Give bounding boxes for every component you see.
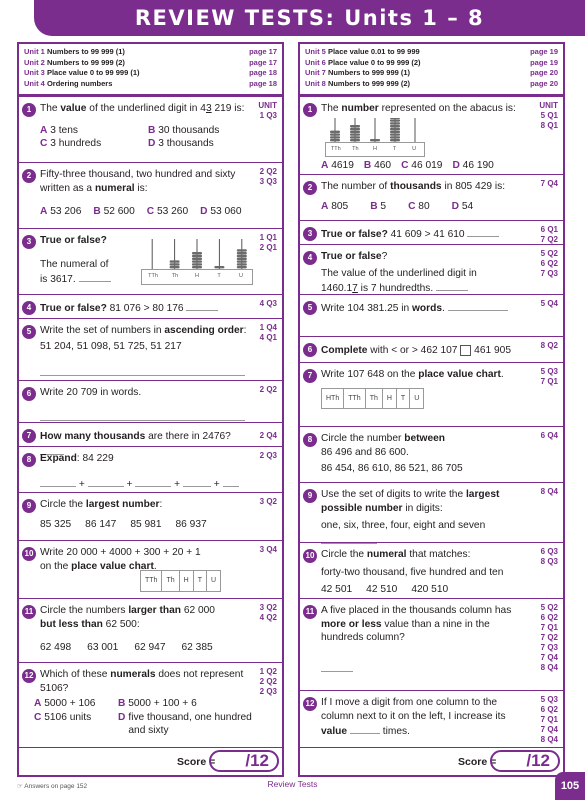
question-2: 2 Fifty-three thousand, two hundred and sixty written as a numeral is: A 53 206 B 52 600 C 53 260 D 53 060 2 Q2 3 Q3 xyxy=(19,162,282,228)
answer-blank[interactable] xyxy=(350,723,380,734)
abacus-bead xyxy=(330,133,340,135)
score-box[interactable]: /12 xyxy=(209,750,279,772)
abacus-bead xyxy=(192,266,202,268)
answer-blank[interactable] xyxy=(467,226,499,237)
abacus-bead xyxy=(350,136,360,138)
option-a[interactable]: A 805 xyxy=(321,200,349,212)
question-11: 11 Circle the numbers larger than 62 000 but less than 62 500: 62 498 63 001 62 947 62 385 3 Q2 4 Q2 xyxy=(19,598,282,662)
option-a[interactable]: A 4619 xyxy=(321,160,354,171)
units-list-left xyxy=(19,44,282,96)
circle-option[interactable]: 85 325 xyxy=(40,518,72,530)
question-3: 3 True or false? 41 609 > 41 610 6 Q1 7 Q2 xyxy=(300,220,563,244)
option-c[interactable]: C 80 xyxy=(408,200,430,212)
units-list-right xyxy=(300,44,563,96)
circle-option[interactable]: 42 510 xyxy=(366,584,398,595)
circle-option[interactable]: 62 947 xyxy=(134,642,166,653)
option-d[interactable]: D 54 xyxy=(451,200,474,212)
abacus-bead xyxy=(390,133,400,135)
abacus-bead xyxy=(192,263,202,265)
question-6: 6 Write 20 709 in words. 2 Q2 xyxy=(19,380,282,422)
unit-row: Unit 8 Numbers to 999 999 (2) page 20 xyxy=(305,78,558,88)
abacus-right xyxy=(325,118,425,142)
circle-option[interactable]: 86 937 xyxy=(175,518,207,530)
abacus-bead xyxy=(237,266,247,268)
question-11: 11 A five placed in the thousands column has more or less value than a nine in the hundreds column? 5 Q2 6 Q2 7 Q1 7 Q2 7 Q3 7 Q4 8 Q4 xyxy=(300,598,563,690)
option-b[interactable]: B 5000 + 100 + 6 xyxy=(118,698,197,709)
circle-option[interactable]: 86 147 xyxy=(85,518,117,530)
abacus-bead xyxy=(192,252,202,254)
question-9: 9 Use the set of digits to write the largest possible number in digits: one, six, three, four, eight and seven 8 Q4 xyxy=(300,482,563,542)
abacus-bead xyxy=(390,118,400,119)
option-b[interactable]: B 5 xyxy=(370,200,387,212)
abacus-bead xyxy=(390,139,400,141)
answer-blank[interactable] xyxy=(186,300,218,311)
page-title: REVIEW TESTS: Units 1 – 8 xyxy=(34,0,585,36)
page-number: 105 xyxy=(555,772,585,800)
unit-reference: UNIT 1 Q3 xyxy=(258,101,277,120)
abacus-bead xyxy=(237,258,247,260)
question-10: 10 Circle the numeral that matches: forty-two thousand, five hundred and ten 42 501 42 510 420 510 6 Q3 8 Q3 xyxy=(300,542,563,598)
left-test-column xyxy=(17,42,284,777)
option-b[interactable]: B 460 xyxy=(363,160,392,171)
question-2: 2 The number of thousands in 805 429 is: A 805 B 5 C 80 D 54 7 Q4 xyxy=(300,174,563,220)
question-1: 1 The number represented on the abacus is: TTh Th H T U A 4619 B 460 C 46 019 D 46 190 UNIT 5 Q1 8 Q1 xyxy=(300,96,563,174)
abacus-image: TTh Th H T U xyxy=(141,239,253,285)
expand-blanks[interactable]: + + + + xyxy=(40,476,250,492)
unit-row: Unit 4 Ordering numbers page 18 xyxy=(24,78,277,88)
option-b[interactable]: B 52 600 xyxy=(93,206,135,217)
abacus-bead xyxy=(170,263,180,265)
unit-row: Unit 2 Numbers to 99 999 (2) page 17 xyxy=(24,57,277,67)
abacus-bead xyxy=(350,133,360,135)
abacus-bead xyxy=(350,139,360,141)
question-5: 5 Write the set of numbers in ascending order: 51 204, 51 098, 51 725, 51 217 1 Q4 4 Q1 xyxy=(19,318,282,380)
abacus-bead xyxy=(192,255,202,257)
abacus-image: TTh Th H T U xyxy=(325,118,425,158)
abacus-bead xyxy=(390,130,400,132)
option-c[interactable]: C 5106 units xyxy=(34,711,92,723)
abacus-bead xyxy=(330,139,340,141)
abacus-bead xyxy=(237,263,247,265)
abacus-bead xyxy=(330,136,340,138)
score-box[interactable]: /12 xyxy=(490,750,560,772)
abacus-bead xyxy=(170,266,180,268)
question-6: 6 Complete with < or > 462 107 461 905 8 Q2 xyxy=(300,336,563,362)
question-10: 10 Write 20 000 + 4000 + 300 + 20 + 1 on the place value chart. TTh Th H T U 3 Q4 xyxy=(19,540,282,598)
abacus-bead xyxy=(350,130,360,132)
question-8: 8 Circle the number between 86 496 and 86 600. 86 454, 86 610, 86 521, 86 705 6 Q4 xyxy=(300,426,563,482)
option-a[interactable]: A 5000 + 106 xyxy=(34,698,96,709)
unit-row: Unit 7 Numbers to 999 999 (1) page 20 xyxy=(305,68,558,77)
question-3: 3 True or false? The numeral of is 3617. TTh Th H T U 1 Q1 2 Q1 xyxy=(19,228,282,294)
abacus-bead xyxy=(192,260,202,262)
answers-note: ☞ Answers on page 152 xyxy=(17,783,88,790)
answer-box[interactable] xyxy=(460,345,471,356)
circle-option[interactable]: 62 385 xyxy=(181,642,213,653)
score-row: Score = /12 xyxy=(19,747,282,775)
circle-option[interactable]: 85 981 xyxy=(130,518,162,530)
unit-row: Unit 3 Place value 0 to 99 999 (1) page 18 xyxy=(24,68,277,77)
question-4: 4 True or false? 81 076 > 80 176 4 Q3 xyxy=(19,294,282,318)
circle-option[interactable]: 420 510 xyxy=(411,584,449,595)
answer-line[interactable] xyxy=(321,326,526,337)
answer-blank[interactable] xyxy=(79,271,111,282)
abacus-bead xyxy=(390,127,400,129)
question-1: 1 The value of the underlined digit in 43 219 is: A 3 tens B 30 thousands C 3 hundreds D 3 thousands UNIT 1 Q3 xyxy=(19,96,282,162)
option-a[interactable]: A 3 tens xyxy=(40,124,78,136)
unit-row: Unit 5 Place value 0.01 to 99 999 page 19 xyxy=(305,47,558,56)
option-c[interactable]: C 46 019 xyxy=(401,160,443,171)
question-7: 7 How many thousands are there in 2476? 2 Q4 xyxy=(19,422,282,446)
circle-option[interactable]: 63 001 xyxy=(87,642,119,653)
abacus-bead xyxy=(350,125,360,127)
place-value-chart[interactable]: HTh TTh Th H T U xyxy=(321,388,424,410)
unit-row: Unit 1 Numbers to 99 999 (1) page 17 xyxy=(24,47,277,56)
option-d[interactable]: D 3 thousands xyxy=(148,138,214,149)
answer-blank[interactable] xyxy=(321,661,353,672)
question-7: 7 Write 107 648 on the place value chart. HTh TTh Th H T U 5 Q3 7 Q1 xyxy=(300,362,563,426)
abacus-bead xyxy=(390,136,400,138)
footer-section-title: Review Tests xyxy=(267,779,318,789)
option-b[interactable]: B 30 thousands xyxy=(148,124,220,136)
abacus-bead xyxy=(390,122,400,124)
abacus-left xyxy=(141,239,253,269)
right-test-column xyxy=(298,42,565,777)
question-5: 5 Write 104 381.25 in words. 5 Q4 xyxy=(300,294,563,336)
question-8: 8 Expand: 84 229 + + + + 2 Q3 xyxy=(19,446,282,492)
option-c[interactable]: C 3 hundreds xyxy=(40,138,102,149)
question-12: 12 If I move a digit from one column to the column next to it on the left, I increase its value times. 5 Q3 6 Q2 7 Q1 7 Q4 8 Q4 xyxy=(300,690,563,750)
score-row: Score = /12 xyxy=(300,747,563,775)
abacus-bead xyxy=(170,260,180,262)
question-9: 9 Circle the largest number: 85 325 86 147 85 981 86 937 3 Q2 xyxy=(19,492,282,540)
abacus-bead xyxy=(237,255,247,257)
abacus-bead xyxy=(237,252,247,254)
unit-row: Unit 6 Place value 0 to 99 999 (2) page 19 xyxy=(305,57,558,67)
abacus-bead xyxy=(390,119,400,121)
abacus-bead xyxy=(350,127,360,129)
circle-option[interactable]: 42 501 xyxy=(321,584,353,595)
answer-line[interactable] xyxy=(40,365,245,376)
option-c[interactable]: C 53 260 xyxy=(146,206,189,217)
question-12: 12 Which of these numerals does not represent 5106? A 5000 + 106 B 5000 + 100 + 6 C 5106 units D five thousand, one hundred and sixty 1 Q2 2 Q2 2 Q3 xyxy=(19,662,282,749)
abacus-bead xyxy=(192,258,202,260)
abacus-bead xyxy=(390,125,400,127)
option-d[interactable]: D five thousand, one hundred and sixty xyxy=(118,711,252,736)
abacus-bead xyxy=(237,249,247,251)
option-a[interactable]: A 53 206 xyxy=(40,206,82,217)
circle-options[interactable]: 86 454, 86 610, 86 521, 86 705 xyxy=(321,463,463,474)
abacus-bead xyxy=(370,139,380,141)
place-value-chart[interactable]: TTh Th H T U xyxy=(140,570,221,592)
abacus-bead xyxy=(214,266,224,268)
option-d[interactable]: D 46 190 xyxy=(452,160,494,171)
question-4: 4 True or false? The value of the underlined digit in 1460.17 is 7 hundredths. 5 Q2 6 Q2 7 Q3 xyxy=(300,244,563,294)
answer-line[interactable] xyxy=(40,410,245,421)
abacus-bead xyxy=(237,260,247,262)
answer-blank[interactable] xyxy=(448,300,508,311)
option-d[interactable]: D 53 060 xyxy=(200,206,242,217)
abacus-bead xyxy=(330,130,340,132)
pointing-hand-icon: ☞ xyxy=(17,783,23,790)
circle-option[interactable]: 62 498 xyxy=(40,642,72,653)
answer-blank[interactable] xyxy=(436,280,468,291)
